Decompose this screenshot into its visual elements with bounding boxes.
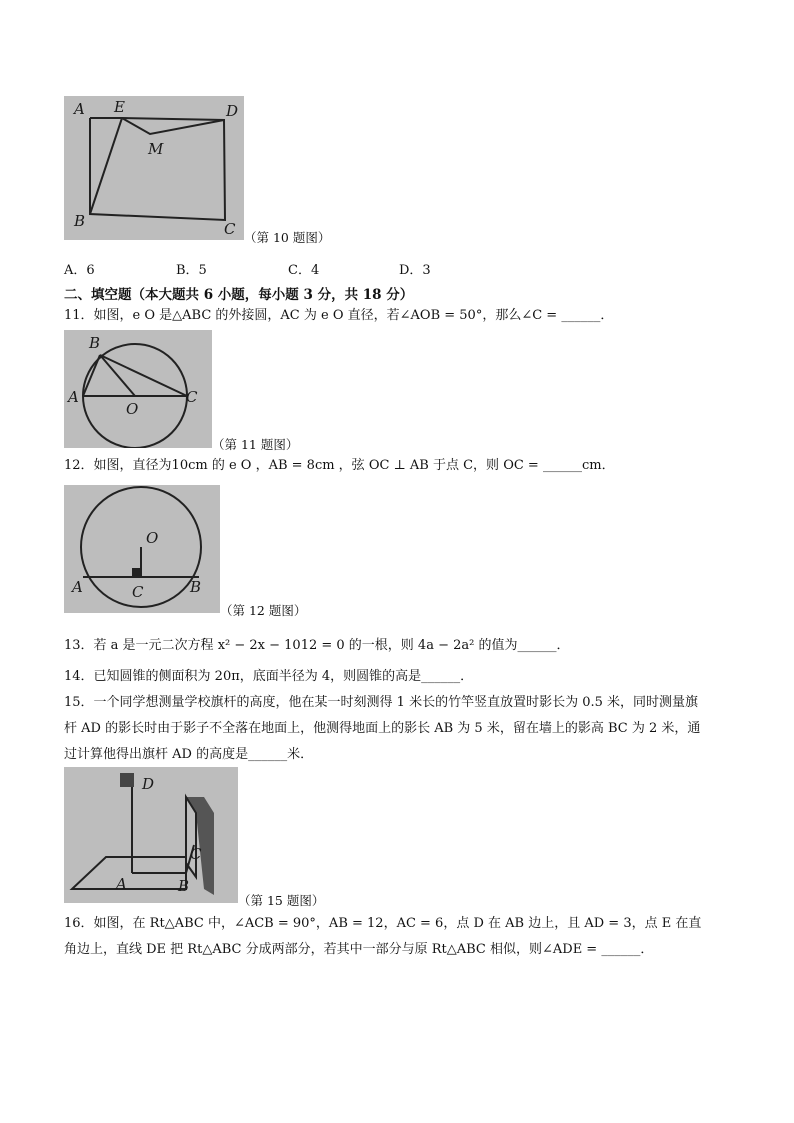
- q15-caption: （第 15 题图）: [238, 893, 325, 908]
- q14-text: 14．已知圆锥的侧面积为 20π，底面半径为 4，则圆锥的高是______．: [64, 669, 474, 684]
- q10-label-b: B: [74, 212, 86, 230]
- q11-figure: [64, 330, 212, 448]
- q10-option-d: D．3: [399, 263, 431, 278]
- q10-label-m: M: [148, 140, 164, 158]
- q15-label-a: A: [116, 875, 127, 893]
- q10-option-a: A．6: [64, 263, 95, 278]
- q12-label-o: O: [146, 529, 159, 547]
- q15-figure: [64, 767, 238, 903]
- q11-label-o: O: [126, 400, 139, 418]
- q12-label-c: C: [132, 583, 144, 601]
- q16-text-line1: 16．如图，在 Rt△ABC 中，∠ACB = 90°，AB = 12，AC = 6，点 D 在 AB 边上，且 AD = 3，点 E 在直: [64, 916, 702, 931]
- q12-caption: （第 12 题图）: [220, 603, 307, 618]
- section-heading: 二、填空题（本大题共 6 小题，每小题 3 分，共 18 分）: [64, 287, 414, 303]
- q10-label-d: D: [226, 102, 239, 120]
- q16-text-line2: 角边上，直线 DE 把 Rt△ABC 分成两部分，若其中一部分与原 Rt△ABC 相似，则∠ADE = ______．: [64, 942, 654, 957]
- q10-option-c: C．4: [288, 263, 320, 278]
- q11-label-c: C: [186, 388, 198, 406]
- q15-label-b: B: [178, 877, 190, 895]
- q10-caption: （第 10 题图）: [244, 230, 331, 245]
- q15-label-c: C: [190, 845, 202, 863]
- q15-label-d: D: [142, 775, 155, 793]
- q15-text-line1: 15．一个同学想测量学校旗杆的高度，他在某一时刻测得 1 米长的竹竿竖直放置时影长为 0.5 米，同时测量旗: [64, 695, 699, 710]
- q11-label-b: B: [89, 334, 101, 352]
- q15-text-line3: 过计算他得出旗杆 AD 的高度是______米．: [64, 747, 314, 762]
- q10-label-e: E: [114, 98, 125, 116]
- q10-label-a: A: [74, 100, 85, 118]
- q11-caption: （第 11 题图）: [212, 437, 299, 452]
- q11-label-a: A: [68, 388, 79, 406]
- q13-text: 13．若 a 是一元二次方程 x² − 2x − 1012 = 0 的一根，则 4a − 2a² 的值为______．: [64, 638, 570, 653]
- q10-option-b: B．5: [176, 263, 207, 278]
- q15-text-line2: 杆 AD 的影长时由于影子不全落在地面上，他测得地面上的影长 AB 为 5 米，留在墙上的影高 BC 为 2 米，通: [64, 721, 701, 736]
- q10-label-c: C: [224, 220, 236, 238]
- q12-text: 12．如图，直径为10cm 的 e O ，AB = 8cm ，弦 OC ⊥ AB 于点 C，则 OC = ______cm．: [64, 458, 615, 473]
- q11-text: 11．如图，e O 是△ABC 的外接圆，AC 为 e O 直径，若∠AOB = 50°，那么∠C = ______．: [64, 308, 614, 323]
- q12-label-a: A: [72, 578, 83, 596]
- q12-label-b: B: [190, 578, 202, 596]
- q12-figure: [64, 485, 220, 613]
- q10-figure: [64, 96, 244, 240]
